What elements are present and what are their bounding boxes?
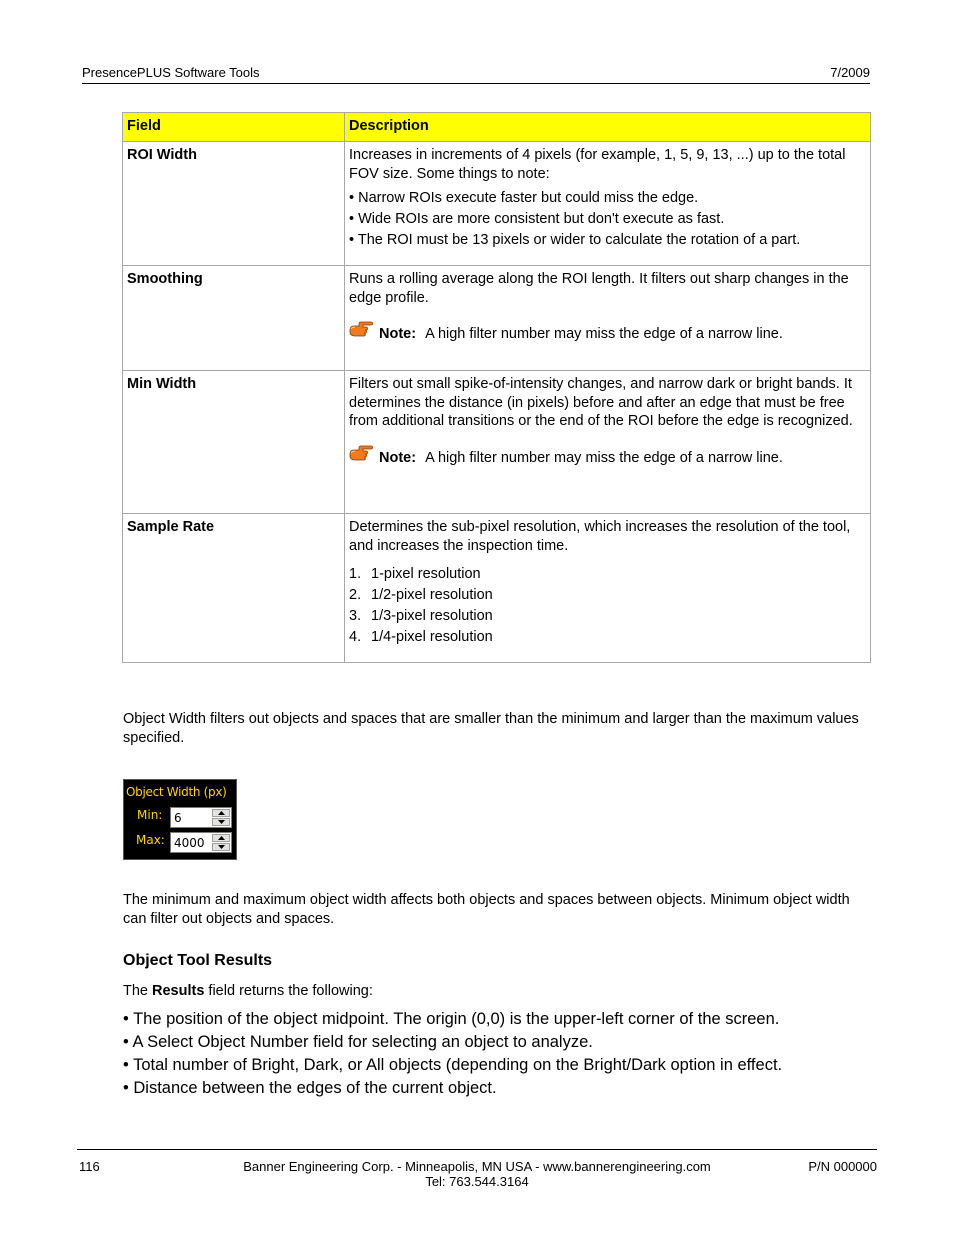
panel-title: Object Width (px)	[126, 785, 227, 799]
max-decrement-button[interactable]	[212, 843, 230, 851]
list-item: 4. 1/4-pixel resolution	[349, 629, 493, 645]
header-date: 7/2009	[830, 65, 870, 80]
list-item: 1. 1-pixel resolution	[349, 566, 481, 582]
note-text: A high filter number may miss the edge of a narrow line.	[425, 326, 783, 342]
sample-rate-text: Determines the sub-pixel resolution, which increases the resolution of the tool, and increases the inspection time.	[349, 519, 851, 554]
field-min-width: Min Width	[123, 371, 345, 514]
list-item: 2. 1/2-pixel resolution	[349, 587, 493, 603]
table-row	[123, 371, 871, 514]
pointing-hand-icon	[349, 445, 373, 463]
list-item: • Wide ROIs are more consistent but don't execute as fast.	[349, 211, 725, 227]
field-sample-rate: Sample Rate	[123, 514, 345, 663]
min-decrement-button[interactable]	[212, 818, 230, 826]
max-label: Max:	[136, 833, 165, 847]
list-item: • Distance between the edges of the current object.	[123, 1079, 497, 1097]
min-label: Min:	[137, 808, 163, 822]
description-sample-rate	[345, 514, 871, 663]
list-item: 3. 1/3-pixel resolution	[349, 608, 493, 624]
list-item: • The position of the object midpoint. The origin (0,0) is the upper-left corner of the screen.	[123, 1010, 780, 1028]
description-min-width	[345, 371, 871, 514]
results-list	[123, 1008, 782, 1100]
footer-tel: Tel: 763.544.3164	[425, 1174, 529, 1189]
note-label: Note:	[379, 326, 417, 342]
table-header-row	[123, 113, 871, 142]
roi-width-text: Increases in increments of 4 pixels (for example, 1, 5, 9, 13, ...) up to the total FOV size. Some things to note:	[349, 147, 846, 182]
list-item: • A Select Object Number field for selecting an object to analyze.	[123, 1033, 593, 1051]
field-roi-width: ROI Width	[123, 142, 345, 266]
sample-rate-list	[349, 565, 866, 647]
list-item: • Total number of Bright, Dark, or All objects (depending on the Bright/Dark option in effect.	[123, 1056, 783, 1074]
object-width-panel	[123, 779, 237, 860]
smoothing-text: Runs a rolling average along the ROI length. It filters out sharp changes in the edge profile.	[349, 271, 849, 306]
field-description-table	[122, 112, 871, 663]
object-width-note: The minimum and maximum object width affects both objects and spaces between objects. Minimum object width can filter out objects and spaces.	[123, 892, 850, 927]
max-increment-button[interactable]	[212, 834, 230, 842]
smoothing-note	[349, 325, 866, 344]
object-width-intro: Object Width filters out objects and spaces that are smaller than the minimum and larger than the maximum values specified.	[123, 711, 859, 746]
description-roi-width	[345, 142, 871, 266]
table-row	[123, 266, 871, 371]
max-stepper[interactable]	[170, 832, 232, 853]
table-row	[123, 142, 871, 266]
min-width-note	[349, 449, 866, 468]
min-stepper[interactable]	[170, 807, 232, 828]
list-item: • The ROI must be 13 pixels or wider to calculate the rotation of a part.	[349, 232, 801, 248]
table-row	[123, 514, 871, 663]
results-bold-term: Results	[152, 983, 205, 999]
page-number: 116	[79, 1159, 100, 1174]
section-heading: Object Tool Results	[123, 952, 273, 969]
field-smoothing: Smoothing	[123, 266, 345, 371]
note-text: A high filter number may miss the edge of a narrow line.	[425, 449, 783, 466]
min-width-text: Filters out small spike-of-intensity changes, and narrow dark or bright bands. It determines the distance (in pixels) before and after an edge that must be free from additional transitions or the end of the ROI before the edge is recognized.	[349, 376, 853, 429]
page-header	[82, 63, 870, 84]
min-increment-button[interactable]	[212, 809, 230, 817]
page-footer	[77, 1149, 877, 1189]
column-header-description: Description	[345, 113, 871, 142]
max-input[interactable]	[174, 835, 210, 850]
header-title: PresencePLUS Software Tools	[82, 65, 260, 80]
min-input[interactable]	[174, 810, 210, 825]
description-smoothing	[345, 266, 871, 371]
roi-width-bullets	[349, 189, 866, 250]
column-header-field: Field	[123, 113, 345, 142]
list-item: • Narrow ROIs execute faster but could miss the edge.	[349, 190, 699, 206]
footer-contact	[77, 1159, 877, 1189]
pointing-hand-icon	[349, 321, 373, 339]
footer-company: Banner Engineering Corp. - Minneapolis, MN USA - www.bannerengineering.com	[243, 1159, 711, 1174]
note-label: Note:	[379, 449, 417, 466]
results-intro: The Results field returns the following:	[123, 983, 373, 999]
part-number: P/N 000000	[808, 1159, 877, 1174]
